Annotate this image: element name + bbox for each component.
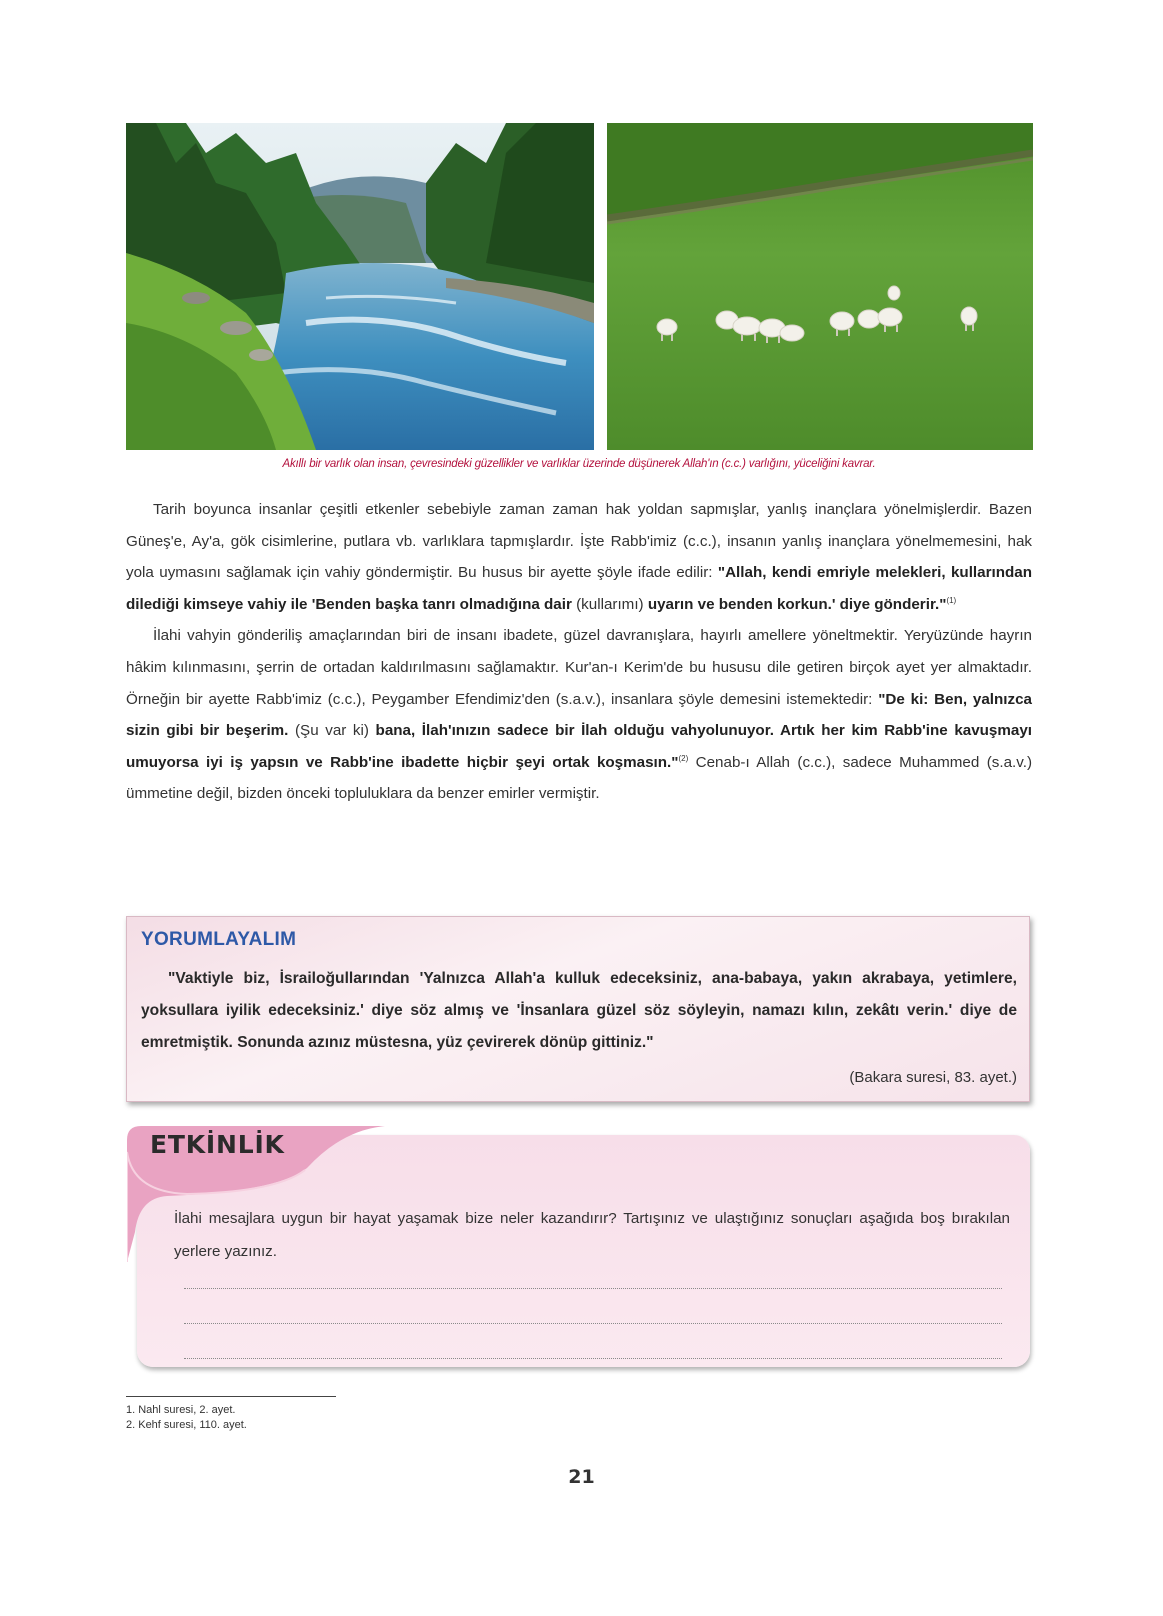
photo-caption: Akıllı bir varlık olan insan, çevresindeki güzellikler ve varlıklar üzerinde düşünerek Allah'ın (c.c.) varlığını, yüceliğini kavrar. xyxy=(282,458,876,470)
p1-insert: (kullarımı) xyxy=(576,595,644,613)
footnote-ref-2: (2) xyxy=(678,753,689,763)
p2-text: İlahi vahyin gönderiliş amaçlarından biri de insanı ibadete, güzel davranışlara, hayırlı amellere yöneltmektir. Yeryüzünde hayrın hâkim kılınmasını, şerrin de ortadan kaldırılmasını sağlamaktır. Kur'an-ı Kerim'de bu hususu dile getiren birçok ayet yer almaktadır. Örneğin bir ayette Rabb'imiz (c.c.), Peygamber Efendimiz'den (s.a.v.), insanlara şöyle demesini istemektedir: xyxy=(126,627,1032,708)
answer-line-3[interactable] xyxy=(184,1358,1002,1359)
footnote-rule xyxy=(126,1396,336,1397)
yorumlayalim-source: (Bakara suresi, 83. ayet.) xyxy=(849,1069,1017,1086)
footnote-ref-1: (1) xyxy=(946,595,957,605)
p1-text: Tarih boyunca insanlar çeşitli etkenler sebebiyle zaman zaman hak yoldan sapmışlar, yanlış inançlara yönelmişlerdir. Bazen Güneş'e, Ay'a, gök cisimlerine, putlara vb. varlıklara tapmışlardır. İşte Rabb'imiz (c.c.), insanın yanlış inançlara yönelmemesini, hak yola uymasını sağlamak için vahiy göndermiştir. Bu husus bir ayette şöyle ifade edilir: xyxy=(126,501,1032,582)
page-number: 21 xyxy=(568,1466,595,1488)
p2-quote: "De ki: Ben, yalnızca sizin gibi bir beşerim. xyxy=(126,690,1032,740)
p2-insert: (Şu var ki) xyxy=(295,722,369,740)
footnote-1: 1. Nahl suresi, 2. ayet. xyxy=(126,1404,236,1416)
answer-line-2[interactable] xyxy=(184,1323,1002,1324)
etkinlik-question: İlahi mesajlara uygun bir hayat yaşamak bize neler kazandırır? Tartışınız ve ulaştığınız sonuçları aşağıda boş bırakılan yerlere yazınız. xyxy=(174,1210,1010,1260)
paragraph-1 xyxy=(126,494,1032,620)
footnote-2: 2. Kehf suresi, 110. ayet. xyxy=(126,1419,247,1431)
p2-text-end: Cenab-ı Allah (c.c.), sadece Muhammed (s.a.v.) ümmetine değil, bizden önceki topluluklara da benzer emirler vermiştir. xyxy=(126,753,1033,803)
river-forest-photo xyxy=(126,123,594,450)
etkinlik-title: ETKİNLİK xyxy=(150,1130,285,1159)
p1-quote-end: uyarın ve benden korkun.' diye gönderir." xyxy=(643,595,947,613)
yorumlayalim-box xyxy=(126,916,1030,1102)
sheep-field-photo xyxy=(607,123,1033,450)
sheep-field-illustration xyxy=(607,123,1033,450)
p1-quote: "Allah, kendi emriyle melekleri, kullarından dilediği kimseye vahiy ile 'Benden başka tanrı olmadığına dair xyxy=(126,564,1032,613)
paragraph-2 xyxy=(126,620,1032,810)
yorumlayalim-title: YORUMLAYALIM xyxy=(141,929,297,950)
p2-quote-end: bana, İlah'ınızın sadece bir İlah olduğu vahyolunuyor. Artık her kim Rabb'ine kavuşmayı umuyorsa iyi iş yapsın ve Rabb'ine ibadette hiçbir şeyi ortak koşmasın." xyxy=(126,722,1032,771)
body-text xyxy=(126,494,1032,810)
yorumlayalim-quote: "Vaktiyle biz, İsrailoğullarından 'Yalnızca Allah'a kulluk edeceksiniz, ana-babaya, yakın akrabaya, yetimlere, yoksullara iyilik edeceksiniz.' diye söz almış ve 'İnsanlara güzel söz söyleyin, namazı kılın, zekâtı verin.' diye de emretmiştik. Sonunda azınız müstesna, yüz çevirerek dönüp gittiniz." xyxy=(141,970,1017,1051)
answer-line-1[interactable] xyxy=(184,1288,1002,1289)
river-forest-illustration xyxy=(126,123,594,450)
